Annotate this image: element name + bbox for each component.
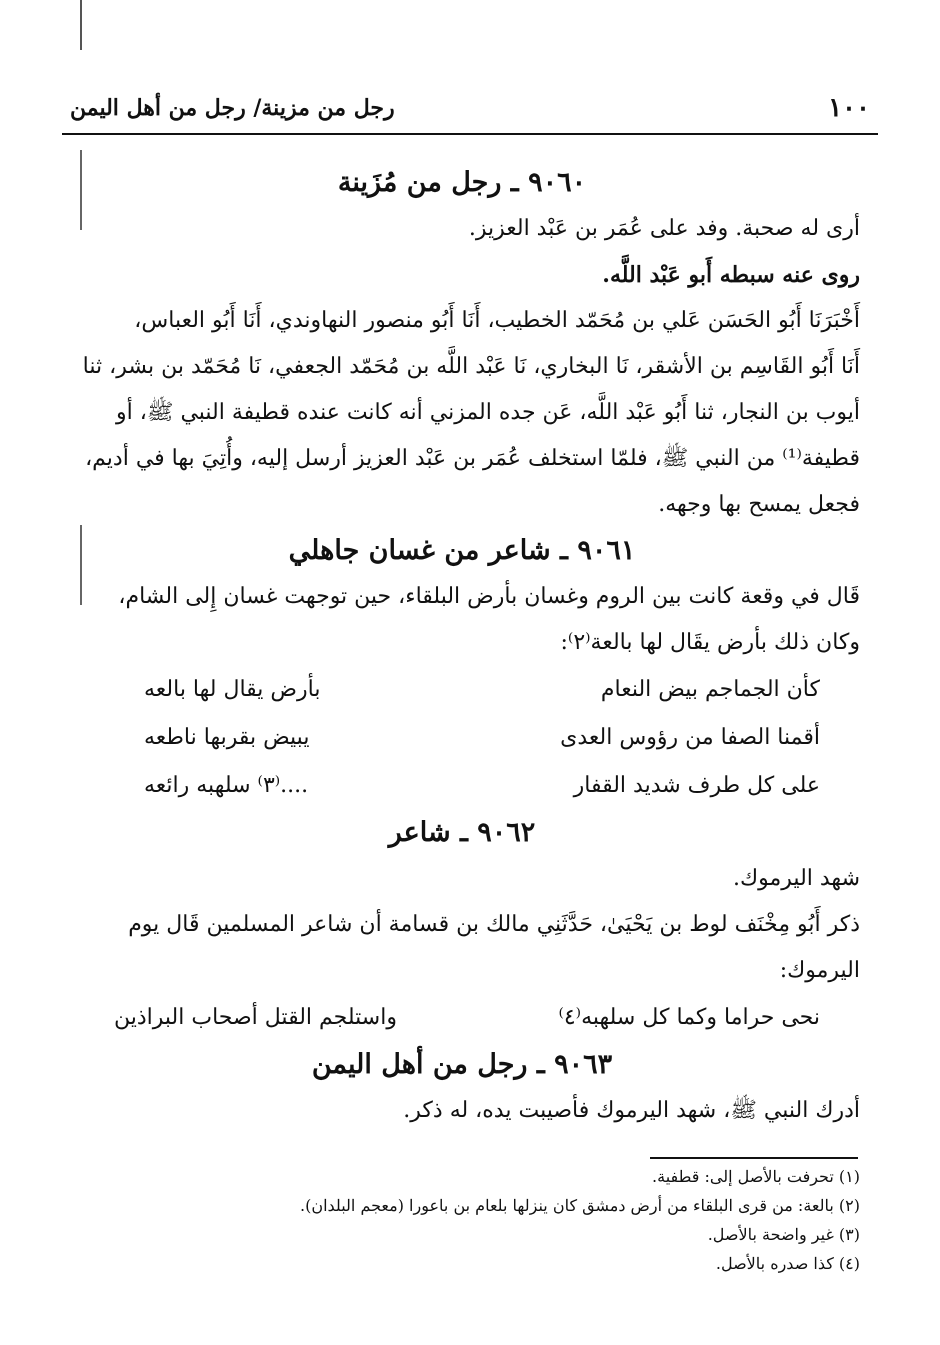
footnotes (200, 1162, 860, 1278)
text-line: روى عنه سبطه أَبو عَبْد اللَّه. (602, 262, 860, 288)
verse-line (64, 762, 860, 810)
verse-line (64, 666, 860, 714)
isnad-line: فجعل يمسح بها وجهه. (658, 492, 860, 517)
text-line: اليرموك: (779, 958, 860, 983)
verse-second-hemistich: بأرض يقال لها بالعه (144, 677, 321, 702)
page-number: ١٠٠ (828, 93, 870, 123)
header-rule (62, 133, 878, 135)
entry-title: ٩٠٦١ ـ شاعر من غسان جاهلي (288, 535, 636, 566)
verse-line (64, 714, 860, 762)
verse-first-hemistich: كأن الجماجم بيض النعام (600, 677, 820, 702)
entry-title: ٩٠٦٢ ـ شاعر (388, 817, 536, 848)
text-line: شهد اليرموك. (733, 866, 860, 891)
isnad-line: قطيفة⁽¹⁾ من النبي ﷺ، فلمّا استخلف عُمَر بن عَبْد العزيز أرسل إليه، وأُتِيَ بها في أديم، (85, 446, 860, 471)
verse-first-hemistich: على كل طرف شديد القفار (573, 773, 820, 798)
isnad-line: أَنَا أَبُو القَاسِم بن الأشقر، نَا البخاري، نَا عَبْد اللَّه بن مُحَمّد الجعفي، نَا مُحَمّد بن بشر، ثنا (82, 354, 860, 379)
entry-title: ٩٠٦٠ ـ رجل من مُزَينة (337, 167, 587, 198)
verse-second-hemistich: ....⁽٣⁾ سلهبه رائعه (144, 773, 309, 798)
text-line: ذكر أَبُو مِخْنَف لوط بن يَحْيَىٰ، حَدَّثَنِي مالك بن قسامة أن شاعر المسلمين قَال يوم (128, 912, 860, 937)
footnote: (٤) كذا صدره بالأصل. (715, 1254, 860, 1273)
main-text (64, 160, 860, 1134)
text-line: وكان ذلك بأرض يقَال لها بالعة⁽٢⁾: (560, 630, 860, 655)
isnad-line: أيوب بن النجار، ثنا أَبُو عَبْد اللَّه، عَن جده المزني أنه كانت عنده قطيفة النبي ﷺ، أو (116, 400, 860, 425)
footnote: (٢) بالعة: من قرى البلقاء من أرض دمشق كان ينزلها بلعام بن باعورا (معجم البلدان). (300, 1196, 860, 1215)
edge-line (80, 0, 82, 50)
running-title: رجل من مزينة/ رجل من أهل اليمن (70, 95, 395, 121)
footnote: (٣) غير واضحة بالأصل. (707, 1225, 860, 1244)
footnote-rule (650, 1157, 858, 1159)
footnote: (١) تحرفت بالأصل إلى: قطفية. (652, 1167, 860, 1186)
verse-second-hemistich: يبيض بقربها ناطعه (144, 725, 310, 750)
text-line: قَال في وقعة كانت بين الروم وغسان بأرض البلقاء، حين توجهت غسان إِلى الشام، (118, 584, 860, 609)
text-line: أرى له صحبة. وفد على عُمَر بن عَبْد العزيز. (468, 216, 860, 241)
text-line: أدرك النبي ﷺ، شهد اليرموك فأصيبت يده، له ذكر. (403, 1098, 860, 1123)
verse-first-hemistich: أقمنا الصفا من رؤوس العدى (560, 725, 820, 750)
isnad-line: أَخْبَرَنَا أَبُو الحَسَن عَلي بن مُحَمّد الخطيب، أَنَا أَبُو منصور النهاوندي، أَنَا أَبُو العباس، (134, 308, 860, 333)
page-header (60, 85, 880, 125)
verse-first-hemistich: نحى حراما وكما كل سلهبه⁽٤⁾ (558, 1005, 820, 1030)
entry-title: ٩٠٦٣ ـ رجل من أهل اليمن (311, 1049, 613, 1080)
verse-second-hemistich: واستلجم القتل أصحاب البراذين (114, 1005, 397, 1030)
verse-line (64, 994, 860, 1042)
